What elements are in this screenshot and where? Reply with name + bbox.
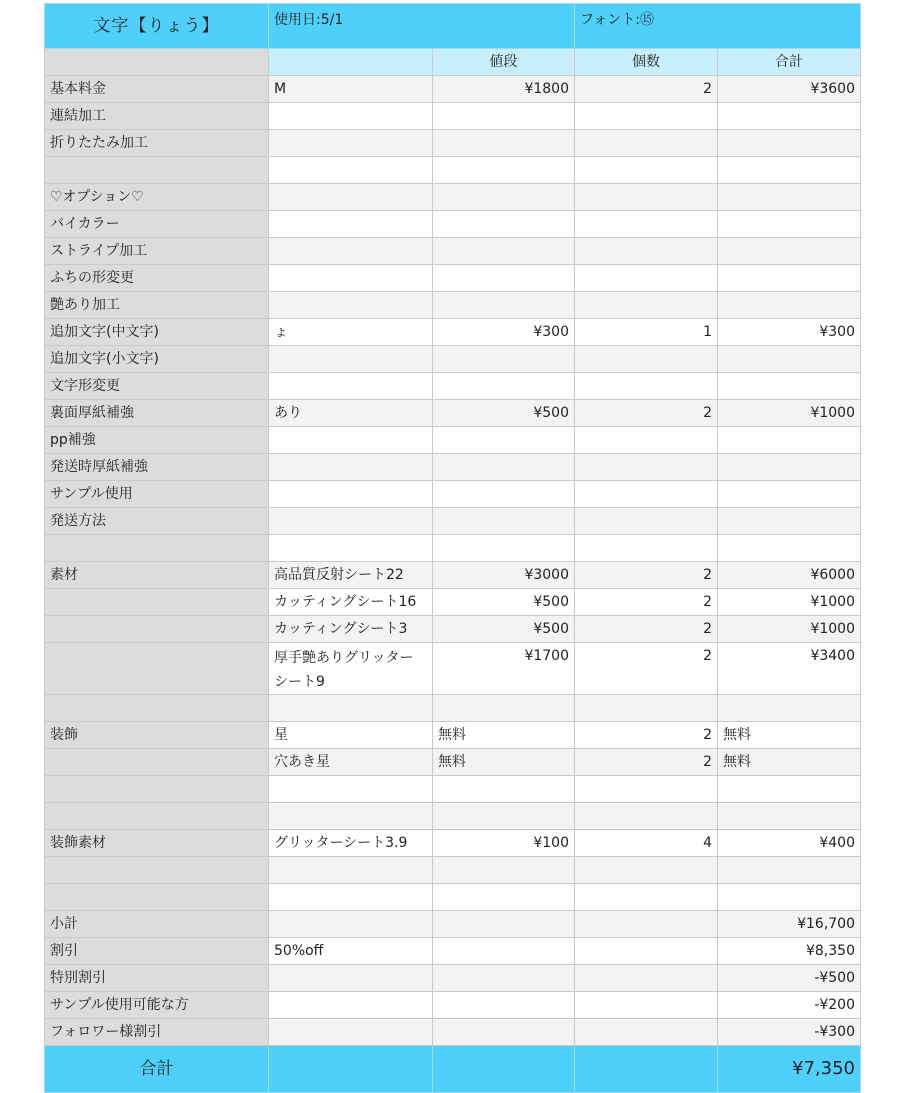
estimate-sheet	[44, 3, 860, 1093]
item-price	[433, 776, 575, 803]
item-price: ¥1800	[433, 76, 575, 103]
table-row	[45, 400, 861, 427]
total-empty-cell	[433, 1046, 575, 1093]
item-label: 割引	[45, 938, 269, 965]
header-price: 値段	[433, 49, 575, 76]
item-price	[433, 103, 575, 130]
item-label: 折りたたみ加工	[45, 130, 269, 157]
item-label	[45, 695, 269, 722]
item-quantity	[575, 211, 718, 238]
item-detail	[269, 884, 433, 911]
estimate-table	[44, 3, 861, 1093]
table-row	[45, 616, 861, 643]
item-quantity: 2	[575, 722, 718, 749]
item-price	[433, 884, 575, 911]
item-total	[718, 508, 861, 535]
table-row	[45, 776, 861, 803]
table-row	[45, 830, 861, 857]
item-price	[433, 427, 575, 454]
item-total	[718, 346, 861, 373]
item-detail: 厚手艶ありグリッターシート9	[269, 643, 433, 695]
font-number: フォント:⑮	[575, 4, 861, 49]
item-label: 艶あり加工	[45, 292, 269, 319]
item-detail	[269, 911, 433, 938]
item-total	[718, 857, 861, 884]
item-total: ¥3600	[718, 76, 861, 103]
table-row	[45, 535, 861, 562]
item-total: ¥16,700	[718, 911, 861, 938]
table-row	[45, 803, 861, 830]
item-label: 素材	[45, 562, 269, 589]
item-quantity	[575, 103, 718, 130]
item-quantity	[575, 695, 718, 722]
table-row	[45, 427, 861, 454]
item-detail	[269, 211, 433, 238]
item-total	[718, 427, 861, 454]
item-label: ♡オプション♡	[45, 184, 269, 211]
table-row	[45, 76, 861, 103]
table-row	[45, 103, 861, 130]
item-quantity	[575, 427, 718, 454]
table-row	[45, 938, 861, 965]
item-label: 特別割引	[45, 965, 269, 992]
item-detail	[269, 481, 433, 508]
total-empty-cell	[575, 1046, 718, 1093]
item-total	[718, 884, 861, 911]
item-price	[433, 992, 575, 1019]
item-quantity	[575, 911, 718, 938]
item-detail: 星	[269, 722, 433, 749]
table-row	[45, 1019, 861, 1046]
item-price	[433, 292, 575, 319]
table-row	[45, 238, 861, 265]
item-price: ¥500	[433, 589, 575, 616]
item-price	[433, 238, 575, 265]
table-row	[45, 184, 861, 211]
item-quantity	[575, 346, 718, 373]
item-label: 基本料金	[45, 76, 269, 103]
item-total	[718, 535, 861, 562]
item-total	[718, 373, 861, 400]
item-total	[718, 184, 861, 211]
table-row	[45, 454, 861, 481]
table-row	[45, 130, 861, 157]
item-label: バイカラー	[45, 211, 269, 238]
item-price	[433, 695, 575, 722]
table-row	[45, 157, 861, 184]
item-quantity	[575, 157, 718, 184]
table-row	[45, 884, 861, 911]
item-quantity	[575, 884, 718, 911]
item-total: -¥500	[718, 965, 861, 992]
item-label: 連結加工	[45, 103, 269, 130]
total-empty-cell	[269, 1046, 433, 1093]
item-detail	[269, 103, 433, 130]
item-detail: ょ	[269, 319, 433, 346]
item-quantity: 2	[575, 400, 718, 427]
item-total: ¥300	[718, 319, 861, 346]
item-label	[45, 803, 269, 830]
sheet-title: 文字【りょう】	[45, 4, 269, 49]
item-label: ストライプ加工	[45, 238, 269, 265]
item-total	[718, 481, 861, 508]
item-quantity	[575, 992, 718, 1019]
item-label: 文字形変更	[45, 373, 269, 400]
item-price	[433, 157, 575, 184]
item-detail	[269, 803, 433, 830]
item-total: -¥200	[718, 992, 861, 1019]
item-detail	[269, 1019, 433, 1046]
item-quantity	[575, 130, 718, 157]
table-row	[45, 965, 861, 992]
item-detail	[269, 346, 433, 373]
item-detail	[269, 265, 433, 292]
item-label	[45, 776, 269, 803]
item-detail	[269, 992, 433, 1019]
item-quantity: 2	[575, 562, 718, 589]
item-total	[718, 211, 861, 238]
table-row	[45, 749, 861, 776]
item-total	[718, 454, 861, 481]
item-label: 裏面厚紙補強	[45, 400, 269, 427]
title-row	[45, 4, 861, 49]
item-total: ¥1000	[718, 589, 861, 616]
header-cell	[269, 49, 433, 76]
item-label	[45, 616, 269, 643]
item-quantity: 2	[575, 643, 718, 695]
item-label	[45, 643, 269, 695]
table-row	[45, 481, 861, 508]
table-row	[45, 265, 861, 292]
table-row	[45, 857, 861, 884]
item-label	[45, 157, 269, 184]
item-label: 発送方法	[45, 508, 269, 535]
header-quantity: 個数	[575, 49, 718, 76]
item-quantity: 2	[575, 749, 718, 776]
item-detail: 50%off	[269, 938, 433, 965]
item-label: 追加文字(中文字)	[45, 319, 269, 346]
table-body	[45, 76, 861, 1046]
column-header-row	[45, 49, 861, 76]
item-total	[718, 103, 861, 130]
item-detail	[269, 535, 433, 562]
table-row	[45, 589, 861, 616]
item-price	[433, 481, 575, 508]
item-quantity	[575, 238, 718, 265]
item-detail	[269, 454, 433, 481]
item-quantity: 1	[575, 319, 718, 346]
item-label: 小計	[45, 911, 269, 938]
header-cell	[45, 49, 269, 76]
item-detail	[269, 776, 433, 803]
table-row	[45, 319, 861, 346]
item-quantity	[575, 776, 718, 803]
item-price	[433, 803, 575, 830]
item-quantity	[575, 454, 718, 481]
item-quantity	[575, 373, 718, 400]
item-total	[718, 803, 861, 830]
item-detail	[269, 130, 433, 157]
table-row	[45, 911, 861, 938]
item-total	[718, 695, 861, 722]
item-price: ¥500	[433, 400, 575, 427]
item-label: 装飾	[45, 722, 269, 749]
usage-date: 使用日:5/1	[269, 4, 575, 49]
item-total: ¥1000	[718, 616, 861, 643]
item-price	[433, 508, 575, 535]
item-total	[718, 292, 861, 319]
item-label: pp補強	[45, 427, 269, 454]
item-label	[45, 749, 269, 776]
table-row	[45, 292, 861, 319]
item-detail	[269, 427, 433, 454]
item-quantity	[575, 535, 718, 562]
item-price	[433, 911, 575, 938]
item-total	[718, 265, 861, 292]
item-price	[433, 373, 575, 400]
item-total	[718, 130, 861, 157]
item-price: ¥300	[433, 319, 575, 346]
item-price	[433, 184, 575, 211]
item-quantity: 2	[575, 616, 718, 643]
item-detail	[269, 373, 433, 400]
item-detail	[269, 857, 433, 884]
item-detail: 穴あき星	[269, 749, 433, 776]
item-quantity	[575, 184, 718, 211]
item-quantity	[575, 803, 718, 830]
item-price: ¥100	[433, 830, 575, 857]
item-detail: あり	[269, 400, 433, 427]
item-detail	[269, 292, 433, 319]
total-value: ¥7,350	[718, 1046, 861, 1093]
item-detail: グリッターシート3.9	[269, 830, 433, 857]
item-price	[433, 965, 575, 992]
table-row	[45, 373, 861, 400]
item-label: サンプル使用可能な方	[45, 992, 269, 1019]
item-quantity	[575, 508, 718, 535]
item-quantity	[575, 857, 718, 884]
item-quantity: 2	[575, 76, 718, 103]
item-total: 無料	[718, 749, 861, 776]
item-detail: M	[269, 76, 433, 103]
table-row	[45, 722, 861, 749]
table-row	[45, 562, 861, 589]
item-quantity	[575, 265, 718, 292]
item-label	[45, 589, 269, 616]
item-label: サンプル使用	[45, 481, 269, 508]
item-total: ¥3400	[718, 643, 861, 695]
item-total	[718, 776, 861, 803]
item-price: ¥3000	[433, 562, 575, 589]
item-price: 無料	[433, 749, 575, 776]
item-quantity	[575, 938, 718, 965]
item-price: 無料	[433, 722, 575, 749]
item-total: ¥1000	[718, 400, 861, 427]
item-detail: カッティングシート16	[269, 589, 433, 616]
item-detail	[269, 157, 433, 184]
table-row	[45, 508, 861, 535]
item-total: ¥400	[718, 830, 861, 857]
item-label: ふちの形変更	[45, 265, 269, 292]
item-total: ¥6000	[718, 562, 861, 589]
item-label: 発送時厚紙補強	[45, 454, 269, 481]
item-quantity	[575, 965, 718, 992]
item-detail: 高品質反射シート22	[269, 562, 433, 589]
item-total	[718, 238, 861, 265]
item-detail	[269, 238, 433, 265]
item-price	[433, 938, 575, 965]
item-price	[433, 454, 575, 481]
item-detail	[269, 965, 433, 992]
table-row	[45, 643, 861, 695]
item-price	[433, 535, 575, 562]
item-label	[45, 884, 269, 911]
item-detail	[269, 695, 433, 722]
item-quantity: 4	[575, 830, 718, 857]
item-label: フォロワー様割引	[45, 1019, 269, 1046]
item-total: 無料	[718, 722, 861, 749]
item-price: ¥500	[433, 616, 575, 643]
item-quantity	[575, 1019, 718, 1046]
item-price	[433, 1019, 575, 1046]
item-detail	[269, 184, 433, 211]
item-detail	[269, 508, 433, 535]
item-label: 装飾素材	[45, 830, 269, 857]
item-price: ¥1700	[433, 643, 575, 695]
item-label: 追加文字(小文字)	[45, 346, 269, 373]
table-row	[45, 992, 861, 1019]
table-row	[45, 695, 861, 722]
table-row	[45, 346, 861, 373]
item-total: -¥300	[718, 1019, 861, 1046]
item-detail: カッティングシート3	[269, 616, 433, 643]
item-label	[45, 857, 269, 884]
item-price	[433, 857, 575, 884]
item-quantity: 2	[575, 589, 718, 616]
item-quantity	[575, 292, 718, 319]
header-total: 合計	[718, 49, 861, 76]
item-label	[45, 535, 269, 562]
item-price	[433, 346, 575, 373]
item-quantity	[575, 481, 718, 508]
table-row	[45, 211, 861, 238]
total-label: 合計	[45, 1046, 269, 1093]
item-price	[433, 211, 575, 238]
total-row	[45, 1046, 861, 1093]
item-total	[718, 157, 861, 184]
item-price	[433, 130, 575, 157]
item-price	[433, 265, 575, 292]
item-total: ¥8,350	[718, 938, 861, 965]
